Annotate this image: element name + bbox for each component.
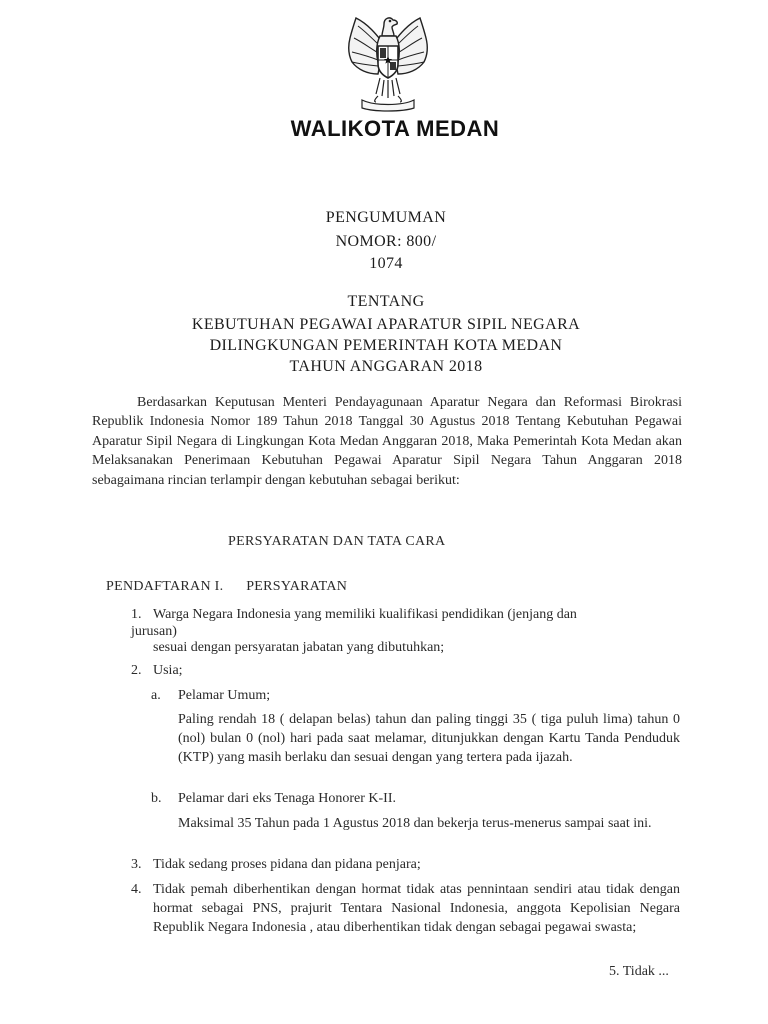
document-heading: WALIKOTA MEDAN [290, 116, 500, 141]
item-3-number: 3. [131, 857, 142, 872]
announcement-number: NOMOR: 800/ [335, 233, 437, 250]
intro-paragraph-text: Berdasarkan Keputusan Menteri Pendayagunaan Aparatur Negara dan Reformasi Birokrasi Republik Indonesia Nomor 189 Tahun 2018 Tanggal 30 Agustus 2018 Tentang Kebutuhan Pegawai Aparatur Sipil Negara di Lingkungan Kota Medan Anggaran 2018, Maka Pemerintah Kota Medan akan Melaksanakan Penerimaan Kebutuhan Pegawai Aparatur Sipil Negara Tahun Anggaran 2018 sebagaimana rincian terlampir dengan kebutuhan sebagai berikut: [92, 395, 682, 488]
item-2-number: 2. [131, 663, 142, 678]
section-subtitle: PENDAFTARAN I. PERSYARATAN [106, 579, 348, 594]
announcement-title: PENGUMUMAN [325, 209, 447, 226]
announcement-about: TENTANG [347, 293, 425, 310]
item-1-text-line-1: Warga Negara Indonesia yang memiliki kualifikasi pendidikan (jenjang dan [153, 607, 577, 622]
item-1-number: 1. [131, 607, 142, 622]
garuda-emblem-icon [340, 10, 436, 112]
item-2-text: Usia; [153, 663, 183, 678]
announcement-subject-line-2: DILINGKUNGAN PEMERINTAH KOTA MEDAN [209, 337, 563, 354]
item-1-text-line-2: jurusan) [131, 624, 177, 639]
item-4-number: 4. [131, 882, 142, 897]
item-2b-label: Pelamar dari eks Tenaga Honorer K-II. [178, 791, 397, 806]
item-2b-letter: b. [151, 791, 162, 806]
item-2a-letter: a. [151, 688, 161, 703]
item-2a-text: Paling rendah 18 ( delapan belas) tahun dan paling tinggi 35 ( tiga puluh lima) tahun 0 (nol) bulan 0 (nol) hari pada saat melamar, ditunjukkan dengan Kartu Tanda Penduduk (KTP) yang masih berlaku dan sesuai dengan yang tertera pada ijazah. [178, 712, 680, 765]
announcement-subject-line-3: TAHUN ANGGARAN 2018 [289, 358, 483, 375]
section-title: PERSYARATAN DAN TATA CARA [228, 534, 446, 549]
announcement-number-suffix: 1074 [369, 255, 403, 272]
page-continuation: 5. Tidak ... [609, 964, 669, 979]
intro-paragraph [92, 393, 682, 490]
item-3-text: Tidak sedang proses pidana dan pidana penjara; [153, 857, 421, 872]
item-2a-label: Pelamar Umum; [178, 688, 271, 703]
item-1-text-line-3: sesuai dengan persyaratan jabatan yang dibutuhkan; [153, 640, 445, 655]
announcement-subject-line-1: KEBUTUHAN PEGAWAI APARATUR SIPIL NEGARA [191, 316, 581, 333]
item-4-text: Tidak pemah diberhentikan dengan hormat tidak atas pennintaan sendiri atau tidak dengan hormat sebagai PNS, prajurit Tentara Nasional Indonesia, anggota Kepolisian Negara Republik Negara Indonesia , atau diberhentikan tidak dengan sebagai pegawai swasta; [153, 882, 680, 935]
item-2b-text: Maksimal 35 Tahun pada 1 Agustus 2018 dan bekerja terus-menerus sampai saat ini. [178, 816, 652, 831]
